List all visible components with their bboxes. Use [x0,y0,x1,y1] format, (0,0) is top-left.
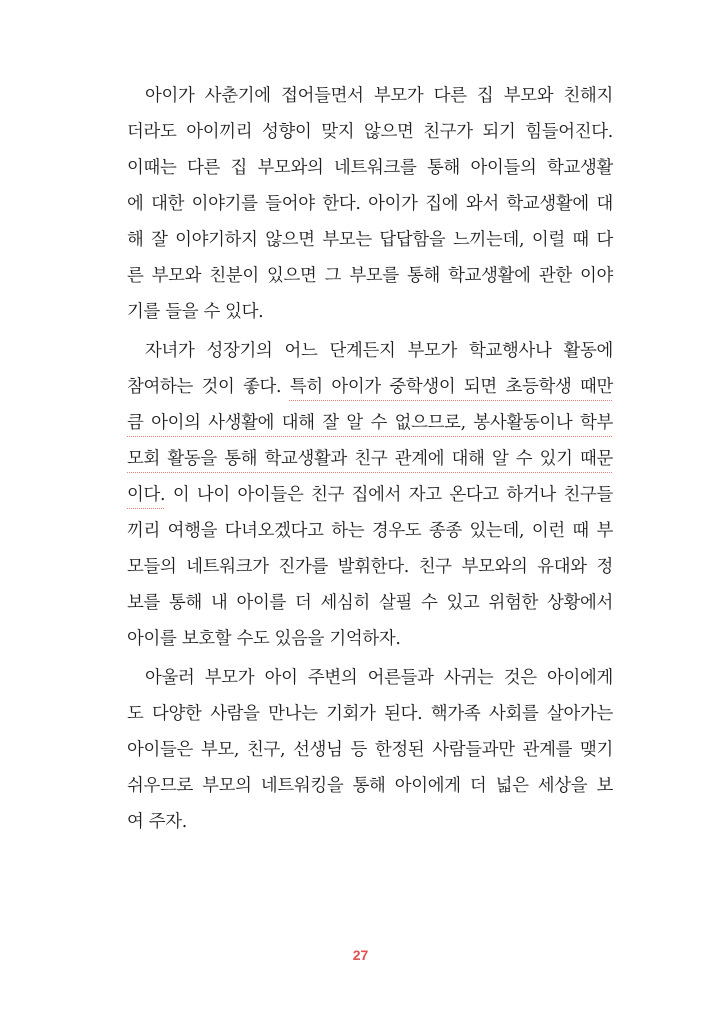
text-line: 아이가 사춘기에 접어들면서 부모가 다른 집 부모와 친해지 [145,86,613,106]
text-line: 른 부모와 친분이 있으면 그 부모를 통해 학교생활에 관한 이야 [127,266,613,286]
highlighted-text: 큼 아이의 사생활에 대해 잘 알 수 없으므로, 봉사활동이나 학부 [127,413,613,433]
text-line: 참여하는 것이 좋다. 특히 아이가 중학생이 되면 초등학생 때만 [127,377,613,397]
text-line: 해 잘 이야기하지 않으면 부모는 답답함을 느끼는데, 이럴 때 다 [127,230,613,250]
body-text [127,78,613,840]
text-line: 쉬우므로 부모의 네트워킹을 통해 아이에게 더 넓은 세상을 보 [127,776,613,796]
text-line: 끼리 여행을 다녀오겠다고 하는 경우도 종종 있는데, 이런 때 부 [127,521,613,541]
text-line: 에 대한 이야기를 들어야 한다. 아이가 집에 와서 학교생활에 대 [127,194,613,214]
page-number: 27 [352,947,369,963]
text-line: 아이를 보호할 수도 있음을 기억하자. [127,629,401,649]
text-line: 여 주자. [127,812,187,832]
highlighted-text: 특히 아이가 중학생이 되면 초등학생 때만 [289,377,613,397]
text-line: 이때는 다른 집 부모와의 네트워크를 통해 아이들의 학교생활 [127,158,613,178]
text-line [127,441,613,477]
text-line [127,405,613,441]
text-line: 모들의 네트워크가 진가를 발휘한다. 친구 부모와의 유대와 정 [127,557,613,577]
highlighted-text: 모회 활동을 통해 학교생활과 친구 관계에 대해 알 수 있기 때문 [127,449,613,469]
text-line: 더라도 아이끼리 성향이 맞지 않으면 친구가 되기 힘들어진다. [127,122,613,142]
text-line: 기를 들을 수 있다. [127,302,264,322]
text-line: 도 다양한 사람을 만나는 기회가 된다. 핵가족 사회를 살아가는 [127,704,613,724]
text-line: 보를 통해 내 아이를 더 세심히 살필 수 있고 위험한 상황에서 [127,593,613,613]
text-line: 아울러 부모가 아이 주변의 어른들과 사귀는 것은 아이에게 [145,668,613,688]
highlighted-text: 이다. [127,485,166,505]
text-line: 아이들은 부모, 친구, 선생님 등 한정된 사람들과만 관계를 맺기 [127,740,613,760]
text-line: 이다. 이 나이 아이들은 친구 집에서 자고 온다고 하거나 친구들 [127,485,613,505]
text-line: 자녀가 성장기의 어느 단계든지 부모가 학교행사나 활동에 [145,341,613,361]
